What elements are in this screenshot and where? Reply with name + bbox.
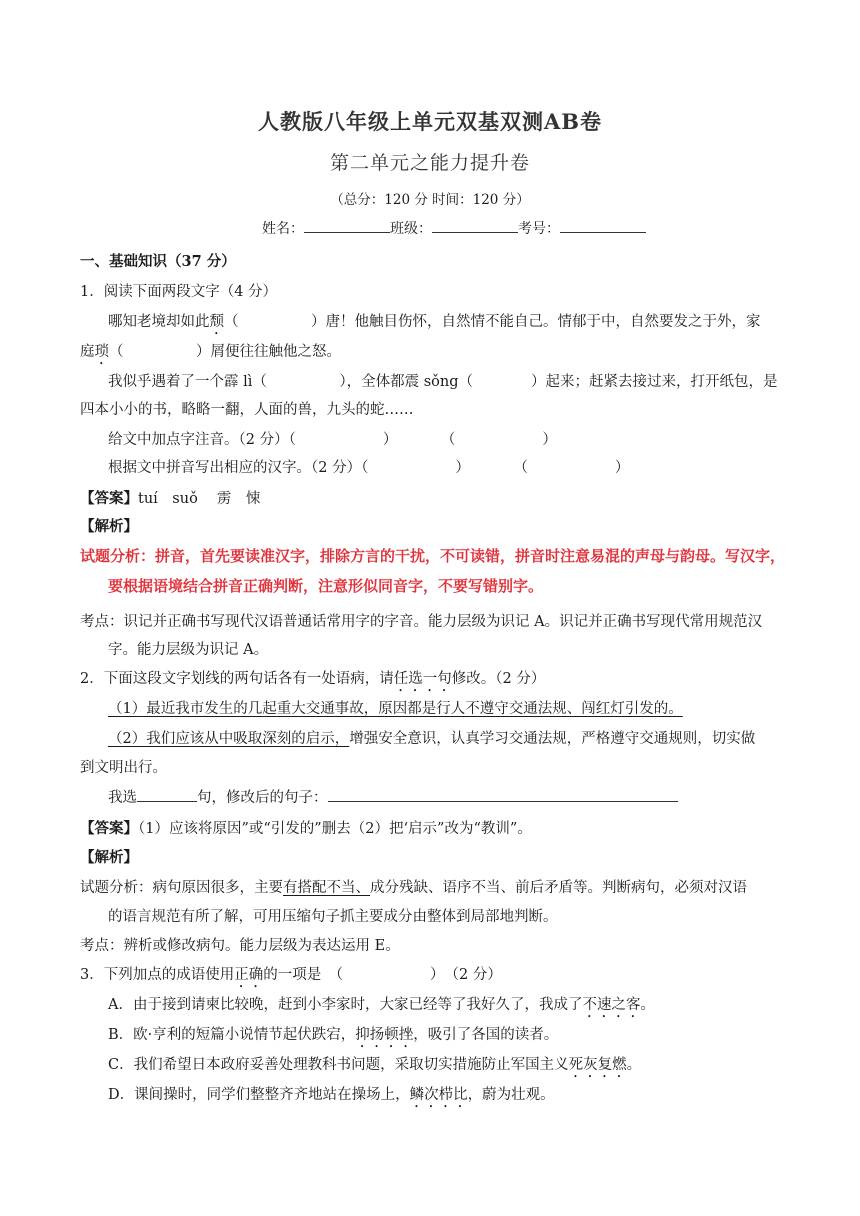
exam-no-blank[interactable]	[560, 218, 646, 233]
q1-passage-line: 我似乎遇着了一个霹 lì（ ），全体都震 sǒng（ ）起来；赶紧去接过来，打开纸包，是	[108, 374, 778, 390]
q1-task: 给文中加点字注音。（2 分）（ ） （ ）	[108, 432, 557, 448]
q3-option-c	[108, 1053, 641, 1081]
q1-passage-line: 四本小小的书，略略一翻，人面的兽，九头的蛇……	[80, 402, 414, 418]
q2-answer	[80, 817, 532, 838]
section-heading: 一、基础知识（37 分）	[80, 253, 236, 270]
q2-stem	[80, 667, 545, 695]
answer-text: （1）应该将原因”或“引发的”删去（2）把‘启示”改为“教训”。	[138, 821, 532, 837]
name-blank[interactable]	[304, 218, 390, 233]
q2-sentence-2-cont: 到文明出行。	[80, 760, 167, 776]
text: 增强安全意识，认真学习交通法规，严格遵守交通规则，切实做	[349, 731, 756, 747]
underlined-text: 有搭配不当、	[283, 880, 370, 896]
q3-option-d	[108, 1083, 555, 1111]
answer-text: tuí suǒ 雳 悚	[138, 491, 261, 507]
text: 试题分析：病句原因很多，主要	[80, 880, 283, 896]
q1-analysis-label: 【解析】	[80, 518, 138, 535]
name-label: 姓名：	[262, 221, 304, 237]
q3-stem	[80, 963, 502, 991]
text: 庭	[80, 344, 95, 360]
dotted-idiom: 鳞次栉比	[409, 1087, 468, 1103]
class-blank[interactable]	[432, 218, 518, 233]
dotted-idiom: 不速之客	[582, 997, 641, 1013]
text: 我选	[108, 790, 137, 806]
q2-analysis-label: 【解析】	[80, 849, 138, 866]
q1-passage-line	[80, 340, 341, 368]
q2-kaodian: 考点：辨析或修改病句。能力层级为表达运用 E。	[80, 938, 400, 954]
q3-option-a	[108, 993, 655, 1021]
text: ，蔚为壮观。	[467, 1087, 555, 1103]
q1-analysis-text: 要根据语境结合拼音正确判断，注意形似同音字，不要写错别字。	[108, 577, 544, 595]
text: ，吸引了各国的读者。	[413, 1027, 559, 1043]
q1-passage-line	[108, 310, 761, 338]
text: 成分残缺、语序不当、前后矛盾等。判断病句，必须对汉语	[370, 880, 747, 896]
text: （ ）唐！他触目伤怀，自然情不能自己。情郁于中，自然要发之于外，家	[224, 314, 761, 330]
answer-label: 【答案】	[80, 820, 138, 837]
text: 哪知老境却如此	[108, 314, 210, 330]
text: 。	[626, 1057, 642, 1073]
answer-label: 【答案】	[80, 490, 138, 507]
revision-blank[interactable]	[328, 787, 678, 802]
q2-sentence-2	[108, 727, 755, 748]
q1-kaodian: 考点：识记并正确书写现代汉语普通话常用字的字音。能力层级为识记 A。识记并正确书写现代常用规范汉	[80, 614, 763, 630]
underlined-text: （2）我们应该从中吸取深刻的启示，	[108, 731, 350, 747]
text: B．欧·亨利的短篇小说情节起伏跌宕，	[108, 1027, 356, 1043]
page-subtitle: 第二单元之能力提升卷	[329, 152, 530, 174]
text: 3．下列加点的成语使用	[80, 967, 235, 983]
q1-stem: 1．阅读下面两段文字（4 分）	[80, 284, 278, 300]
q1-task: 根据文中拼音写出相应的汉字。（2 分）（ ） （ ）	[108, 460, 630, 476]
dotted-text: 任选一句	[393, 671, 452, 687]
dotted-idiom: 抑扬顿挫	[355, 1027, 414, 1043]
text: 的一项是 （ ） （2 分）	[263, 967, 502, 983]
text: D．课间操时，同学们整整齐齐地站在操场上，	[108, 1087, 410, 1103]
student-info-fields	[262, 218, 646, 238]
text: 修改。（2 分）	[451, 671, 546, 687]
q2-analysis-text	[80, 876, 747, 897]
text: 。	[640, 997, 655, 1013]
text: A．由于接到请柬比较晚，赶到小李家时，大家已经等了我好久了，我成了	[108, 997, 583, 1013]
text: 句，修改后的句子：	[197, 790, 328, 806]
dotted-char: 琐	[94, 344, 109, 360]
dotted-idiom: 死灰复燃	[568, 1057, 627, 1073]
class-label: 班级：	[390, 221, 432, 237]
text: （ ）屑便往往触他之怒。	[109, 344, 341, 360]
dotted-char: 颓	[209, 314, 224, 330]
exam-no-label: 考号：	[518, 221, 560, 237]
q1-kaodian: 字。能力层级为识记 A。	[108, 642, 269, 658]
q1-analysis-text: 试题分析：拼音，首先要读准汉字，排除方言的干扰，不可读错，拼音时注意易混的声母与韵母。写汉字，	[80, 547, 786, 565]
text: 2．下面这段文字划线的两句话各有一处语病，请	[80, 671, 394, 687]
score-time-info: （总分：120 分 时间：120 分）	[330, 192, 530, 208]
q3-option-b	[108, 1023, 558, 1051]
dotted-text: 正确	[234, 967, 264, 983]
q2-choose-line	[108, 786, 678, 807]
page-title: 人教版八年级上单元双基双测AB卷	[257, 109, 603, 134]
q2-analysis-text: 的语言规范有所了解，可用压缩句子抓主要成分由整体到局部地判断。	[108, 909, 558, 925]
q1-answer	[80, 487, 260, 508]
choice-blank[interactable]	[137, 787, 197, 802]
text: C．我们希望日本政府妥善处理教科书问题，采取切实措施防止军国主义	[108, 1057, 569, 1073]
q2-sentence-1: （1）最近我市发生的几起重大交通事故，原因都是行人不遵守交通法规、闯红灯引发的。	[108, 701, 683, 717]
